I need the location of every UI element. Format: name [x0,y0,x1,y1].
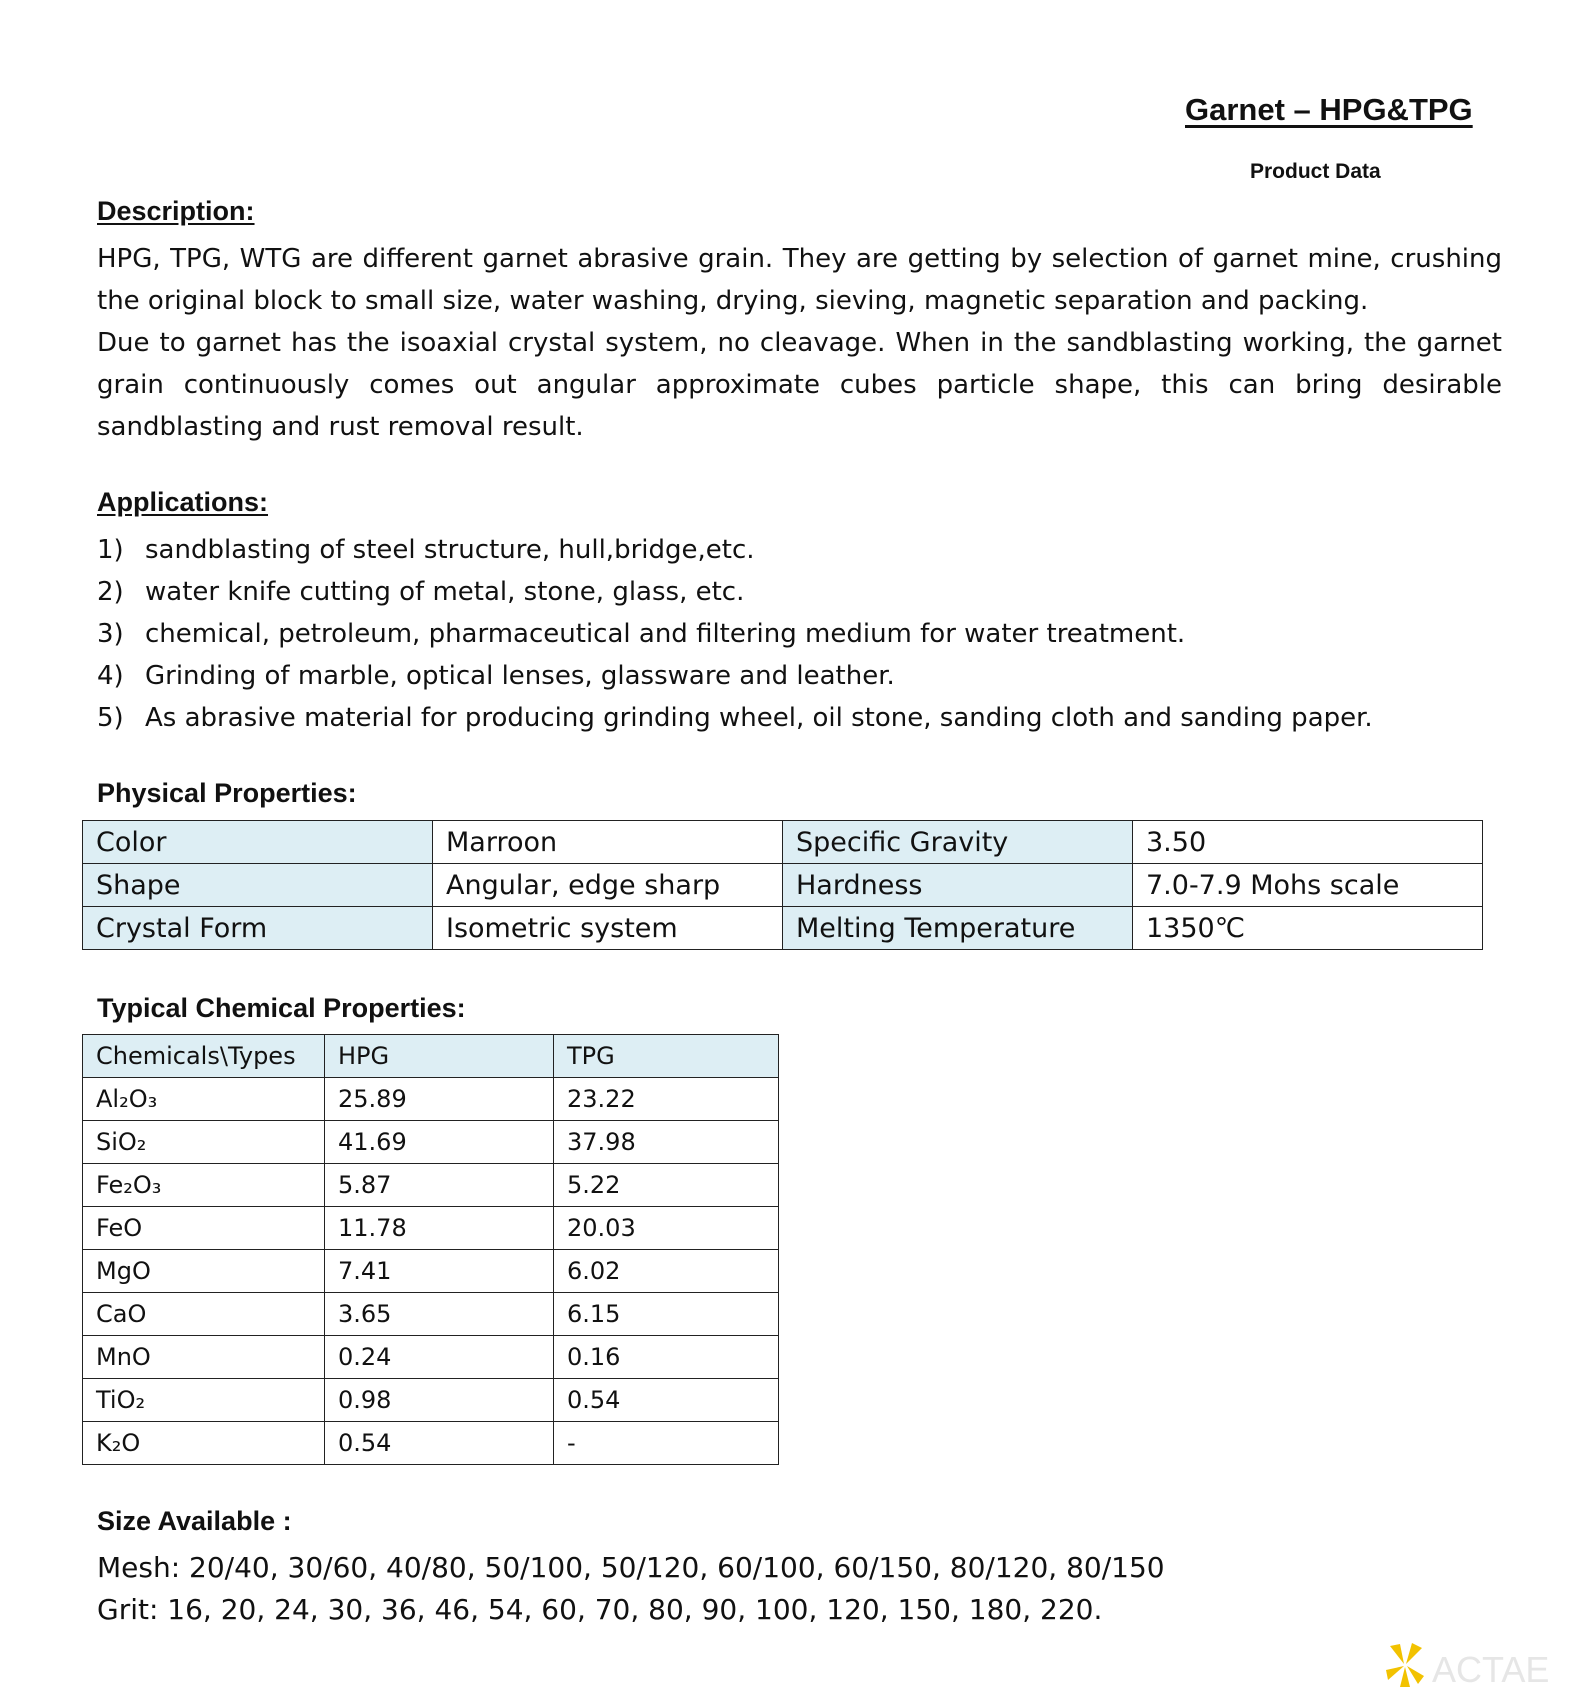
chemical-name: CaO [83,1293,325,1336]
physical-properties-table [82,820,1483,950]
table-row [83,1250,779,1293]
description-paragraph: Due to garnet has the isoaxial crystal system, no cleavage. When in the sandblasting working, the garnet grain continuously comes out angular approximate cubes particle shape, this can bring desirable sandblasting and rust removal result. [97,328,1502,442]
list-item-text: chemical, petroleum, pharmaceutical and filtering medium for water treatment. [145,619,1186,649]
hpg-value: 11.78 [325,1207,554,1250]
table-row [83,1293,779,1336]
property-label: Melting Temperature [783,907,1133,950]
hpg-value: 3.65 [325,1293,554,1336]
list-item [97,655,1373,697]
tpg-value: 0.16 [554,1336,779,1379]
table-row [83,1207,779,1250]
tpg-value: - [554,1422,779,1465]
physical-properties-heading: Physical Properties: [97,778,357,808]
table-row [83,1422,779,1465]
property-value: Isometric system [433,907,783,950]
column-header: TPG [554,1035,779,1078]
table-row [83,1379,779,1422]
table-row [83,1121,779,1164]
chemical-properties-table [82,1034,779,1465]
property-value: 3.50 [1133,821,1483,864]
chemical-name: MgO [83,1250,325,1293]
column-header: HPG [325,1035,554,1078]
chemical-name: TiO₂ [83,1379,325,1422]
logo-mark-icon [1386,1643,1424,1687]
logo-text: ACTAE [1432,1649,1550,1687]
table-row [83,1164,779,1207]
applications-heading: Applications: [97,487,269,517]
document-title: Garnet – HPG&TPG [1185,92,1473,127]
list-item-text: As abrasive material for producing grinding wheel, oil stone, sanding cloth and sanding paper. [145,703,1373,733]
size-list [97,1547,1165,1631]
list-item [97,571,1373,613]
chemical-name: SiO₂ [83,1121,325,1164]
description-paragraph: HPG, TPG, WTG are different garnet abrasive grain. They are getting by selection of garnet mine, crushing the original block to small size, water washing, drying, sieving, magnetic separation and packing. [97,244,1502,316]
table-row [83,1078,779,1121]
list-item-number: 4) [97,661,124,691]
property-value: Marroon [433,821,783,864]
list-item-text: Grinding of marble, optical lenses, glassware and leather. [145,661,895,691]
tpg-value: 5.22 [554,1164,779,1207]
chemical-name: Fe₂O₃ [83,1164,325,1207]
description-text [97,238,1502,448]
chemical-name: K₂O [83,1422,325,1465]
tpg-value: 6.15 [554,1293,779,1336]
column-header: Chemicals\Types [83,1035,325,1078]
hpg-value: 0.98 [325,1379,554,1422]
hpg-value: 7.41 [325,1250,554,1293]
hpg-value: 25.89 [325,1078,554,1121]
property-label: Shape [83,864,433,907]
property-value: 7.0-7.9 Mohs scale [1133,864,1483,907]
property-value: 1350℃ [1133,907,1483,950]
property-label: Specific Gravity [783,821,1133,864]
tpg-value: 0.54 [554,1379,779,1422]
hpg-value: 41.69 [325,1121,554,1164]
property-label: Hardness [783,864,1133,907]
chemical-name: FeO [83,1207,325,1250]
table-row [83,907,1483,950]
list-item-text: water knife cutting of metal, stone, glass, etc. [145,577,745,607]
applications-list [97,529,1373,739]
table-row [83,821,1483,864]
tpg-value: 23.22 [554,1078,779,1121]
list-item [97,697,1373,739]
hpg-value: 5.87 [325,1164,554,1207]
company-logo [1380,1638,1580,1687]
list-item-text: sandblasting of steel structure, hull,bridge,etc. [145,535,755,565]
property-label: Crystal Form [83,907,433,950]
property-label: Color [83,821,433,864]
description-heading: Description: [97,196,255,226]
list-item-number: 2) [97,577,124,607]
chemical-properties-heading: Typical Chemical Properties: [97,993,466,1023]
mesh-sizes: Mesh: 20/40, 30/60, 40/80, 50/100, 50/120, 60/100, 60/150, 80/120, 80/150 [97,1551,1165,1584]
hpg-value: 0.54 [325,1422,554,1465]
chemical-name: MnO [83,1336,325,1379]
list-item-number: 1) [97,535,124,565]
grit-sizes: Grit: 16, 20, 24, 30, 36, 46, 54, 60, 70, 80, 90, 100, 120, 150, 180, 220. [97,1593,1103,1626]
list-item [97,613,1373,655]
table-header-row [83,1035,779,1078]
table-row [83,864,1483,907]
tpg-value: 6.02 [554,1250,779,1293]
list-item [97,529,1373,571]
size-available-heading: Size Available : [97,1506,292,1536]
tpg-value: 37.98 [554,1121,779,1164]
hpg-value: 0.24 [325,1336,554,1379]
list-item-number: 5) [97,703,124,733]
document-subtitle: Product Data [1250,160,1381,183]
property-value: Angular, edge sharp [433,864,783,907]
table-row [83,1336,779,1379]
chemical-name: Al₂O₃ [83,1078,325,1121]
list-item-number: 3) [97,619,124,649]
tpg-value: 20.03 [554,1207,779,1250]
